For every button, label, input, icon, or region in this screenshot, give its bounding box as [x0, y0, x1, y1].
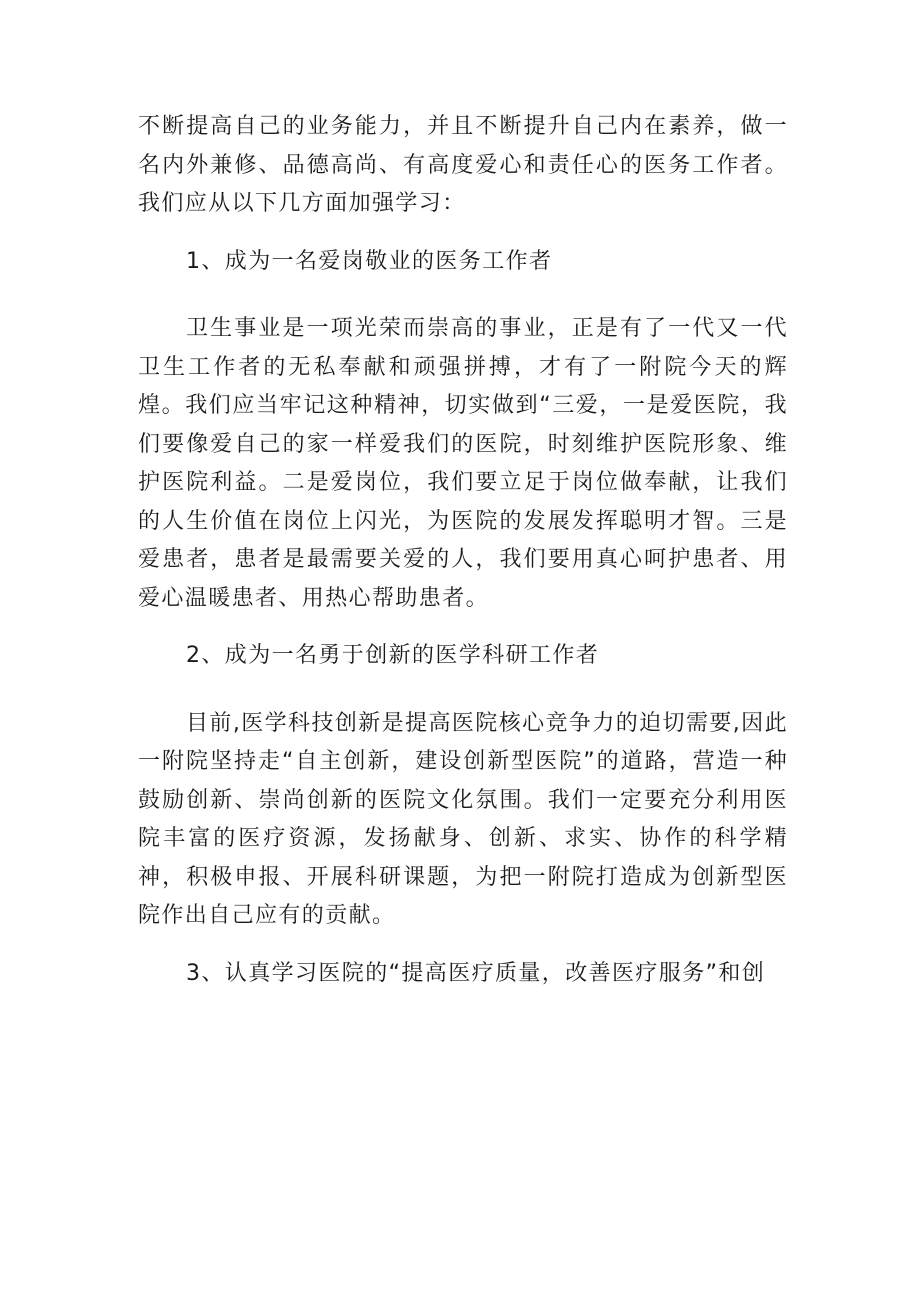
section-heading-2: 2、成为一名勇于创新的医学科研工作者 [186, 643, 600, 668]
body-paragraph-section-1: 卫生事业是一项光荣而崇高的事业，正是有了一代又一代卫生工作者的无私奉献和顽强拼搏，才有了一附院今天的辉煌。我们应当牢记这种精神，切实做到“三爱，一是爱医院，我们要像爱自己的家一样爱我们的医院，时刻维护医院形象、维护医院利益。二是爱岗位，我们要立足于岗位做奉献，让我们的人生价值在岗位上闪光，为医院的发展发挥聪明才智。三是爱患者，患者是最需要关爱的人，我们要用真心呵护患者、用爱心温暖患者、用热心帮助患者。 [138, 316, 788, 611]
body-paragraph-intro: 不断提高自己的业务能力，并且不断提升自己内在素养，做一名内外兼修、品德高尚、有高度爱心和责任心的医务工作者。我们应从以下几方面加强学习： [138, 114, 788, 216]
document-body [138, 108, 788, 993]
section-heading-1: 1、成为一名爱岗敬业的医务工作者 [186, 248, 553, 274]
body-paragraph-section-2: 目前,医学科技创新是提高医院核心竞争力的迫切需要,因此一附院坚持走“自主创新，建设创新型医院”的道路，营造一种鼓励创新、崇尚创新的医院文化氛围。我们一定要充分利用医院丰富的医疗资源，发扬献身、创新、求实、协作的科学精神，积极申报、开展科研课题，为把一附院打造成为创新型医院作出自己应有的贡献。 [138, 710, 788, 928]
section-heading-3: 3、认真学习医院的“提高医疗质量，改善医疗服务”和创 [186, 960, 766, 986]
